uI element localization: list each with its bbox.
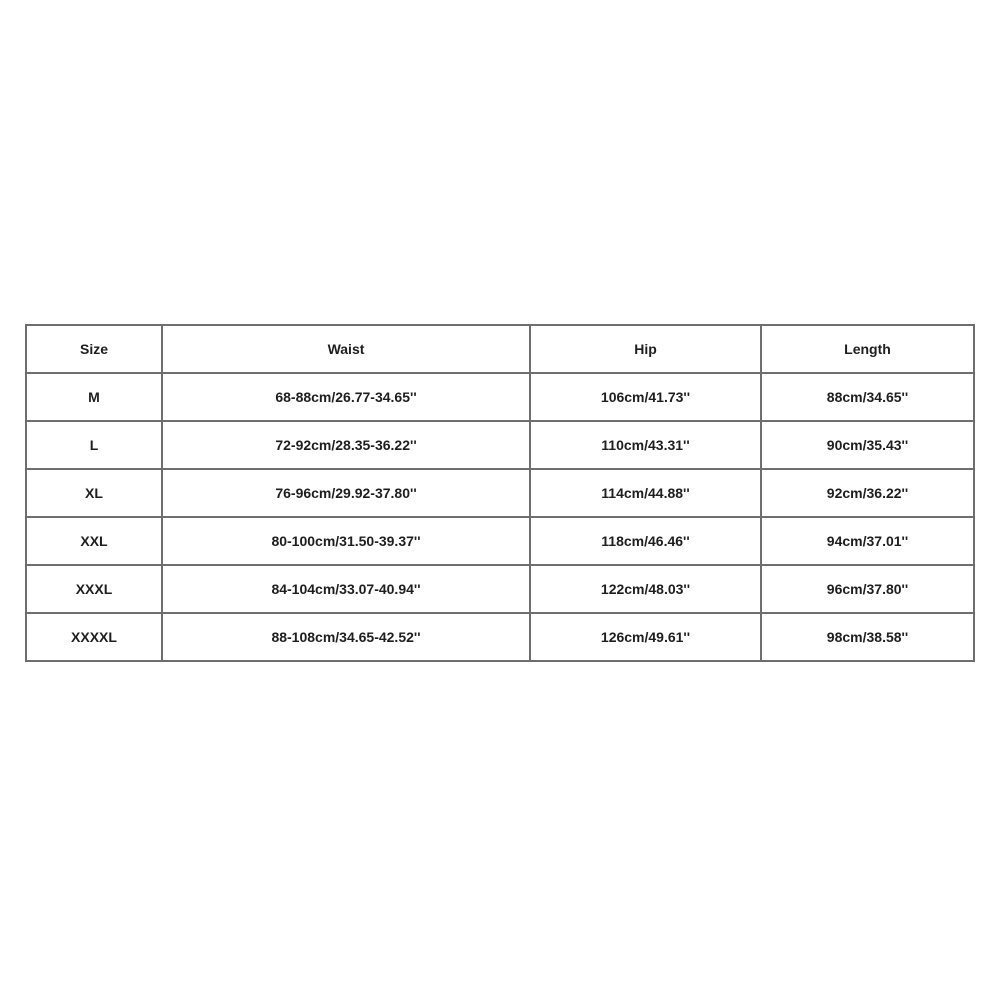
cell-size: XL [26, 469, 162, 517]
cell-waist: 88-108cm/34.65-42.52'' [162, 613, 530, 661]
cell-size: M [26, 373, 162, 421]
cell-length: 90cm/35.43'' [761, 421, 974, 469]
cell-size: XXXXL [26, 613, 162, 661]
cell-waist: 76-96cm/29.92-37.80'' [162, 469, 530, 517]
header-waist: Waist [162, 325, 530, 373]
cell-length: 94cm/37.01'' [761, 517, 974, 565]
table-row [26, 613, 974, 661]
cell-size: XXXL [26, 565, 162, 613]
header-size: Size [26, 325, 162, 373]
table-header-row [26, 325, 974, 373]
cell-hip: 118cm/46.46'' [530, 517, 761, 565]
cell-hip: 110cm/43.31'' [530, 421, 761, 469]
header-length: Length [761, 325, 974, 373]
cell-length: 98cm/38.58'' [761, 613, 974, 661]
table-row [26, 565, 974, 613]
cell-hip: 114cm/44.88'' [530, 469, 761, 517]
cell-size: XXL [26, 517, 162, 565]
cell-hip: 122cm/48.03'' [530, 565, 761, 613]
size-chart-table [25, 324, 975, 662]
table-row [26, 373, 974, 421]
cell-waist: 84-104cm/33.07-40.94'' [162, 565, 530, 613]
table-row [26, 421, 974, 469]
cell-size: L [26, 421, 162, 469]
table-row [26, 469, 974, 517]
cell-waist: 68-88cm/26.77-34.65'' [162, 373, 530, 421]
cell-length: 88cm/34.65'' [761, 373, 974, 421]
cell-length: 92cm/36.22'' [761, 469, 974, 517]
cell-length: 96cm/37.80'' [761, 565, 974, 613]
cell-waist: 80-100cm/31.50-39.37'' [162, 517, 530, 565]
cell-waist: 72-92cm/28.35-36.22'' [162, 421, 530, 469]
cell-hip: 126cm/49.61'' [530, 613, 761, 661]
cell-hip: 106cm/41.73'' [530, 373, 761, 421]
header-hip: Hip [530, 325, 761, 373]
table-row [26, 517, 974, 565]
